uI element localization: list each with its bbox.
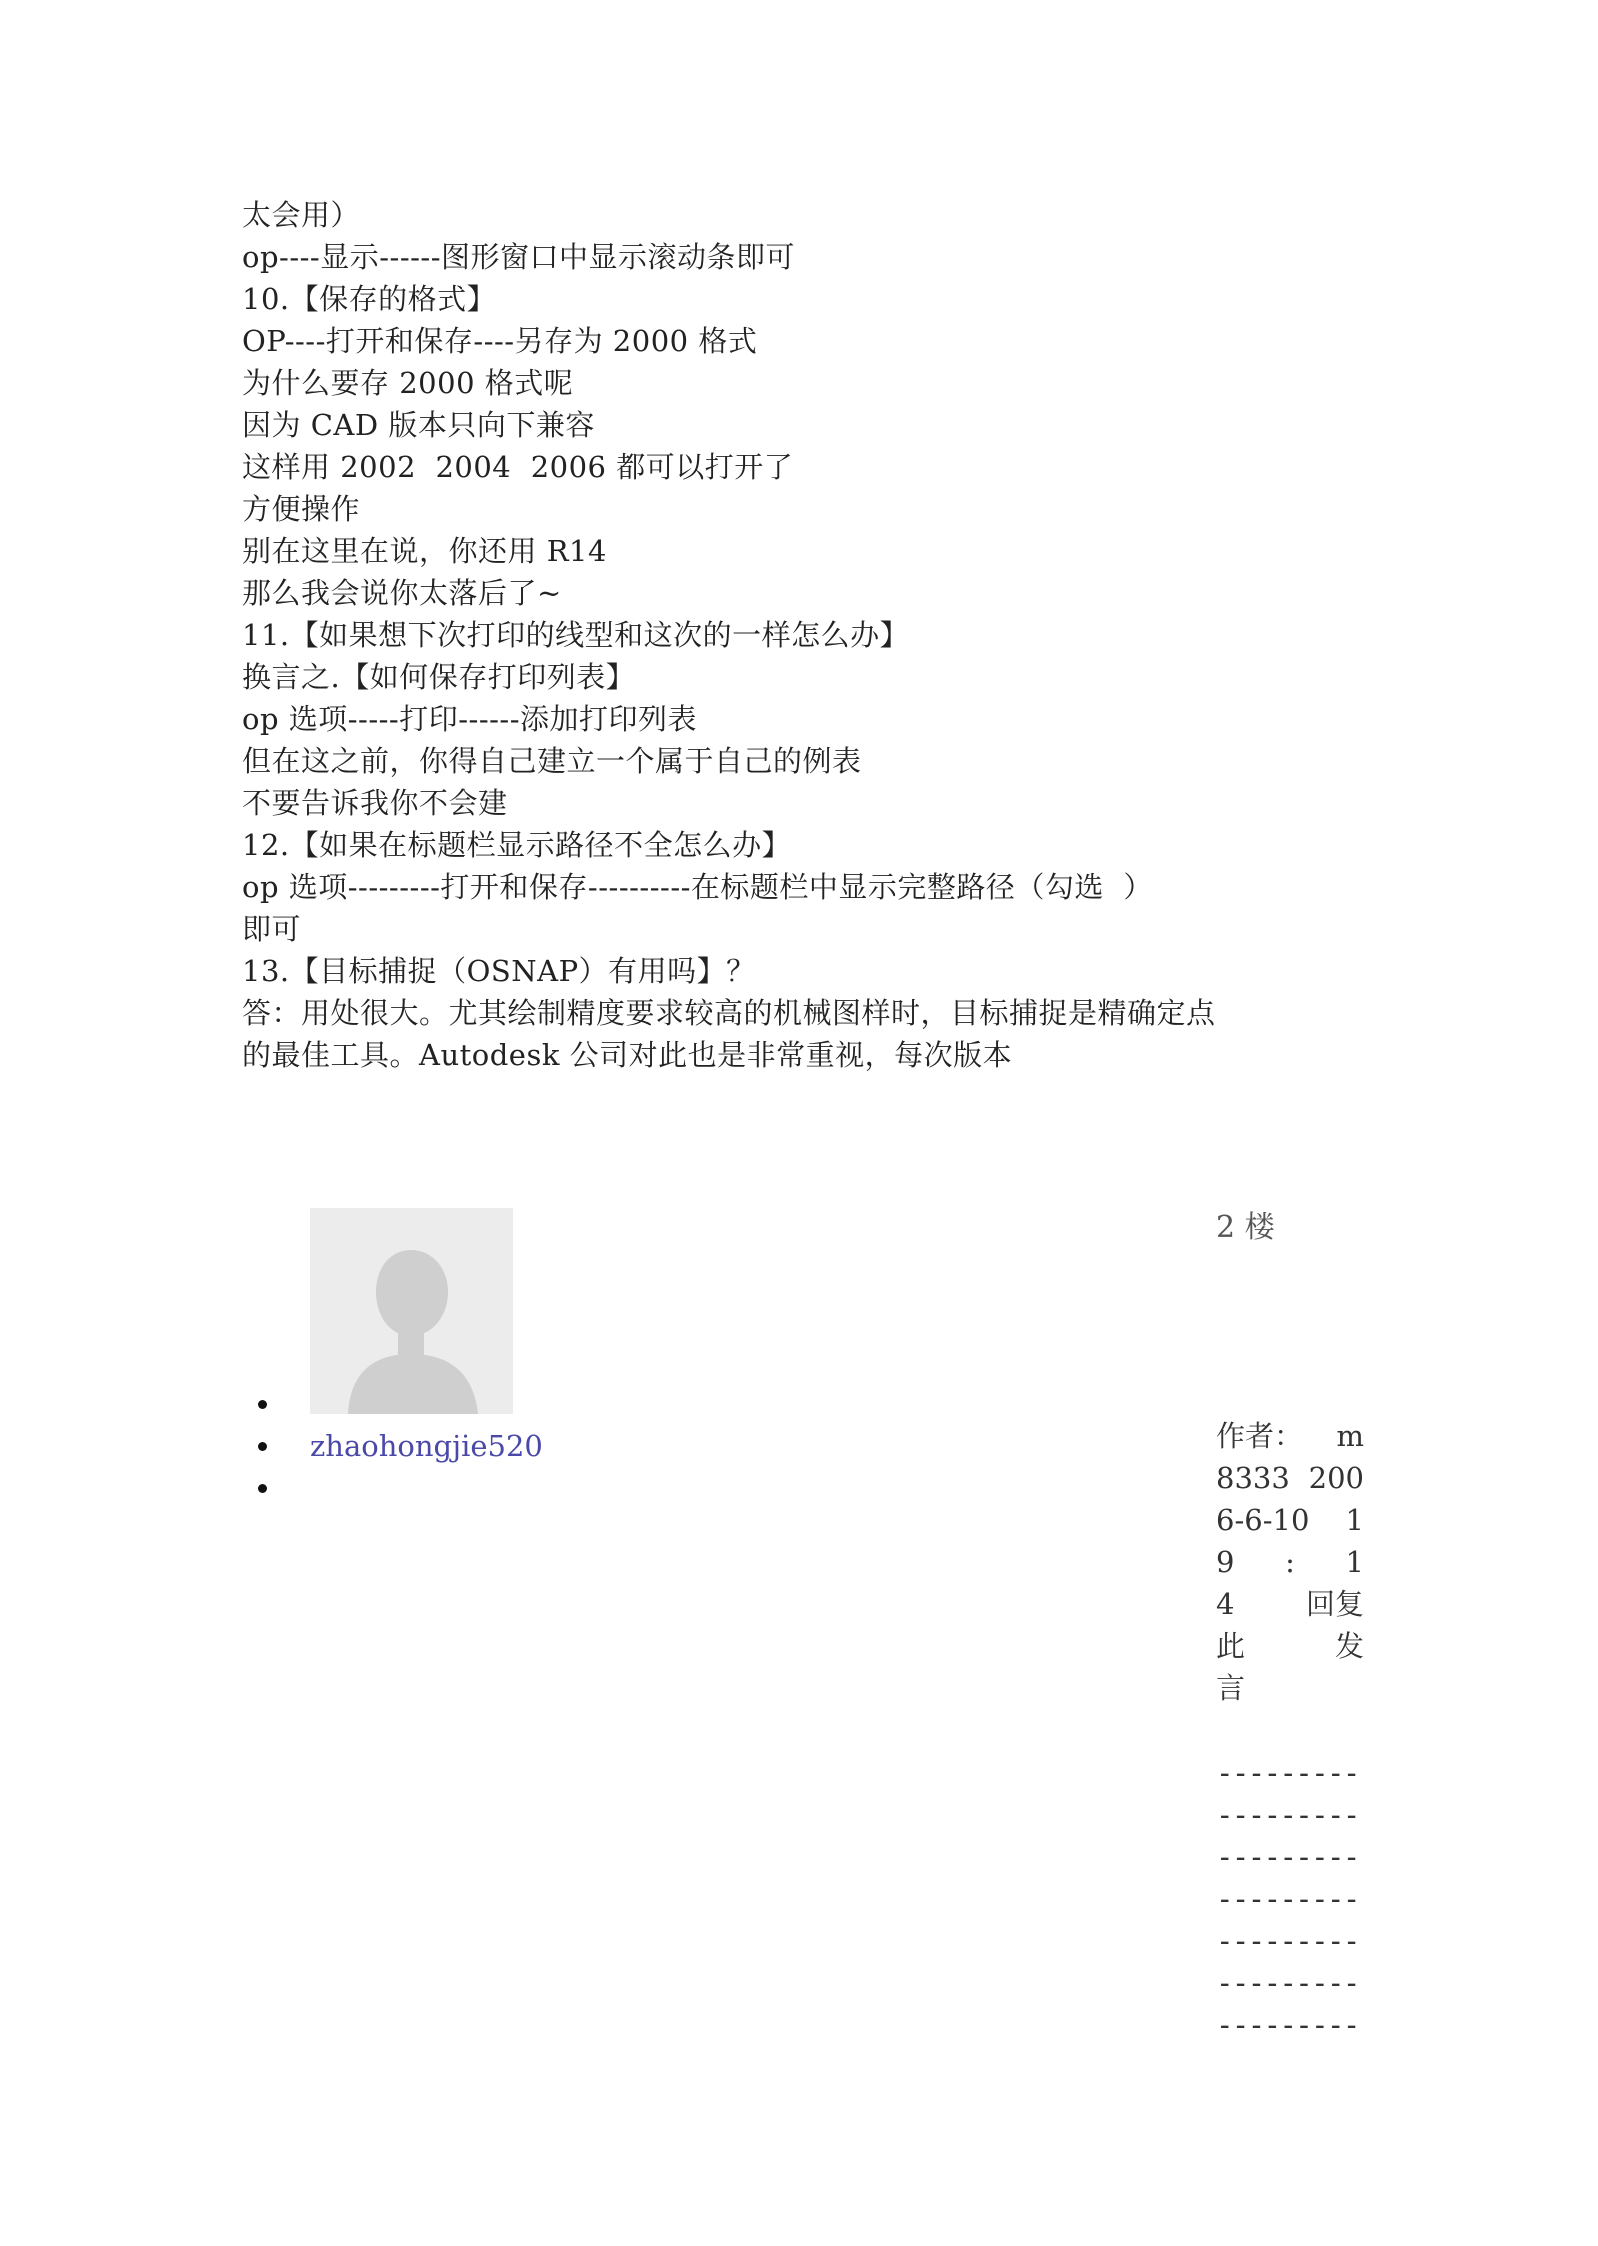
text-line: 10.【保存的格式】 — [242, 282, 497, 316]
meta-text: 6-6-10 — [1216, 1503, 1310, 1537]
text-line: 这样用 2002 2004 2006 都可以打开了 — [242, 450, 794, 484]
meta-text: 9 — [1216, 1545, 1235, 1579]
bullet-icon — [258, 1484, 267, 1493]
post-meta — [1216, 1415, 1364, 1709]
meta-line — [1216, 1667, 1364, 1709]
bullet-icon — [258, 1400, 267, 1409]
text-line: 答：用处很大。尤其绘制精度要求较高的机械图样时，目标捕捉是精确定点 — [242, 996, 1216, 1030]
text-line: 因为 CAD 版本只向下兼容 — [242, 408, 595, 442]
dash-line: --------- — [1216, 1756, 1359, 1790]
meta-line — [1216, 1457, 1364, 1499]
dash-line: --------- — [1216, 1924, 1359, 1958]
meta-line — [1216, 1583, 1364, 1625]
meta-line — [1216, 1415, 1364, 1457]
meta-line — [1216, 1541, 1364, 1583]
text-line: 为什么要存 2000 格式呢 — [242, 366, 574, 400]
floor-label: 2 楼 — [1216, 1210, 1275, 1245]
text-line: 13.【目标捕捉（OSNAP）有用吗】？ — [242, 954, 756, 988]
text-line: 12.【如果在标题栏显示路径不全怎么办】 — [242, 828, 792, 862]
text-line: op 选项---------打开和保存----------在标题栏中显示完整路径（勾选 ） — [242, 870, 1153, 904]
dash-line: --------- — [1216, 1798, 1359, 1832]
meta-text: 200 — [1308, 1461, 1364, 1495]
username-link[interactable]: zhaohongjie520 — [310, 1429, 543, 1463]
meta-text: 言 — [1216, 1671, 1246, 1705]
text-line: 不要告诉我你不会建 — [242, 786, 508, 820]
meta-text: 1 — [1345, 1545, 1364, 1579]
text-line: 太会用） — [242, 198, 361, 232]
text-line: OP----打开和保存----另存为 2000 格式 — [242, 324, 758, 358]
meta-line — [1216, 1625, 1364, 1667]
meta-text: 4 — [1216, 1587, 1235, 1621]
text-line: 换言之.【如何保存打印列表】 — [242, 660, 636, 694]
default-avatar-silhouette-icon — [310, 1208, 513, 1414]
post-body-text — [242, 194, 1392, 1076]
bullet-icon — [258, 1442, 267, 1451]
meta-text: 发 — [1334, 1629, 1364, 1663]
meta-text: 作者： — [1216, 1419, 1304, 1453]
text-line: 即可 — [242, 912, 302, 946]
meta-text: : — [1285, 1545, 1295, 1579]
dash-line: --------- — [1216, 1966, 1359, 2000]
dash-line: --------- — [1216, 1840, 1359, 1874]
meta-text: 1 — [1345, 1503, 1364, 1537]
dash-line: --------- — [1216, 1882, 1359, 1916]
meta-text: m — [1336, 1419, 1364, 1453]
meta-text: 8333 — [1216, 1461, 1290, 1495]
meta-line — [1216, 1499, 1364, 1541]
meta-text: 回复 — [1305, 1587, 1364, 1621]
text-line: op 选项-----打印------添加打印列表 — [242, 702, 698, 736]
text-line: 但在这之前，你得自己建立一个属于自己的例表 — [242, 744, 862, 778]
text-line: op----显示------图形窗口中显示滚动条即可 — [242, 240, 796, 274]
text-line: 的最佳工具。Autodesk 公司对此也是非常重视，每次版本 — [242, 1038, 1013, 1072]
separator-dashes — [1216, 1752, 1364, 2046]
meta-text: 此 — [1216, 1629, 1246, 1663]
text-line: 11.【如果想下次打印的线型和这次的一样怎么办】 — [242, 618, 910, 652]
user-avatar[interactable] — [310, 1208, 513, 1414]
text-line: 方便操作 — [242, 492, 361, 526]
dash-line: --------- — [1216, 2008, 1359, 2042]
text-line: 那么我会说你太落后了~ — [242, 576, 562, 610]
text-line: 别在这里在说，你还用 R14 — [242, 534, 607, 568]
